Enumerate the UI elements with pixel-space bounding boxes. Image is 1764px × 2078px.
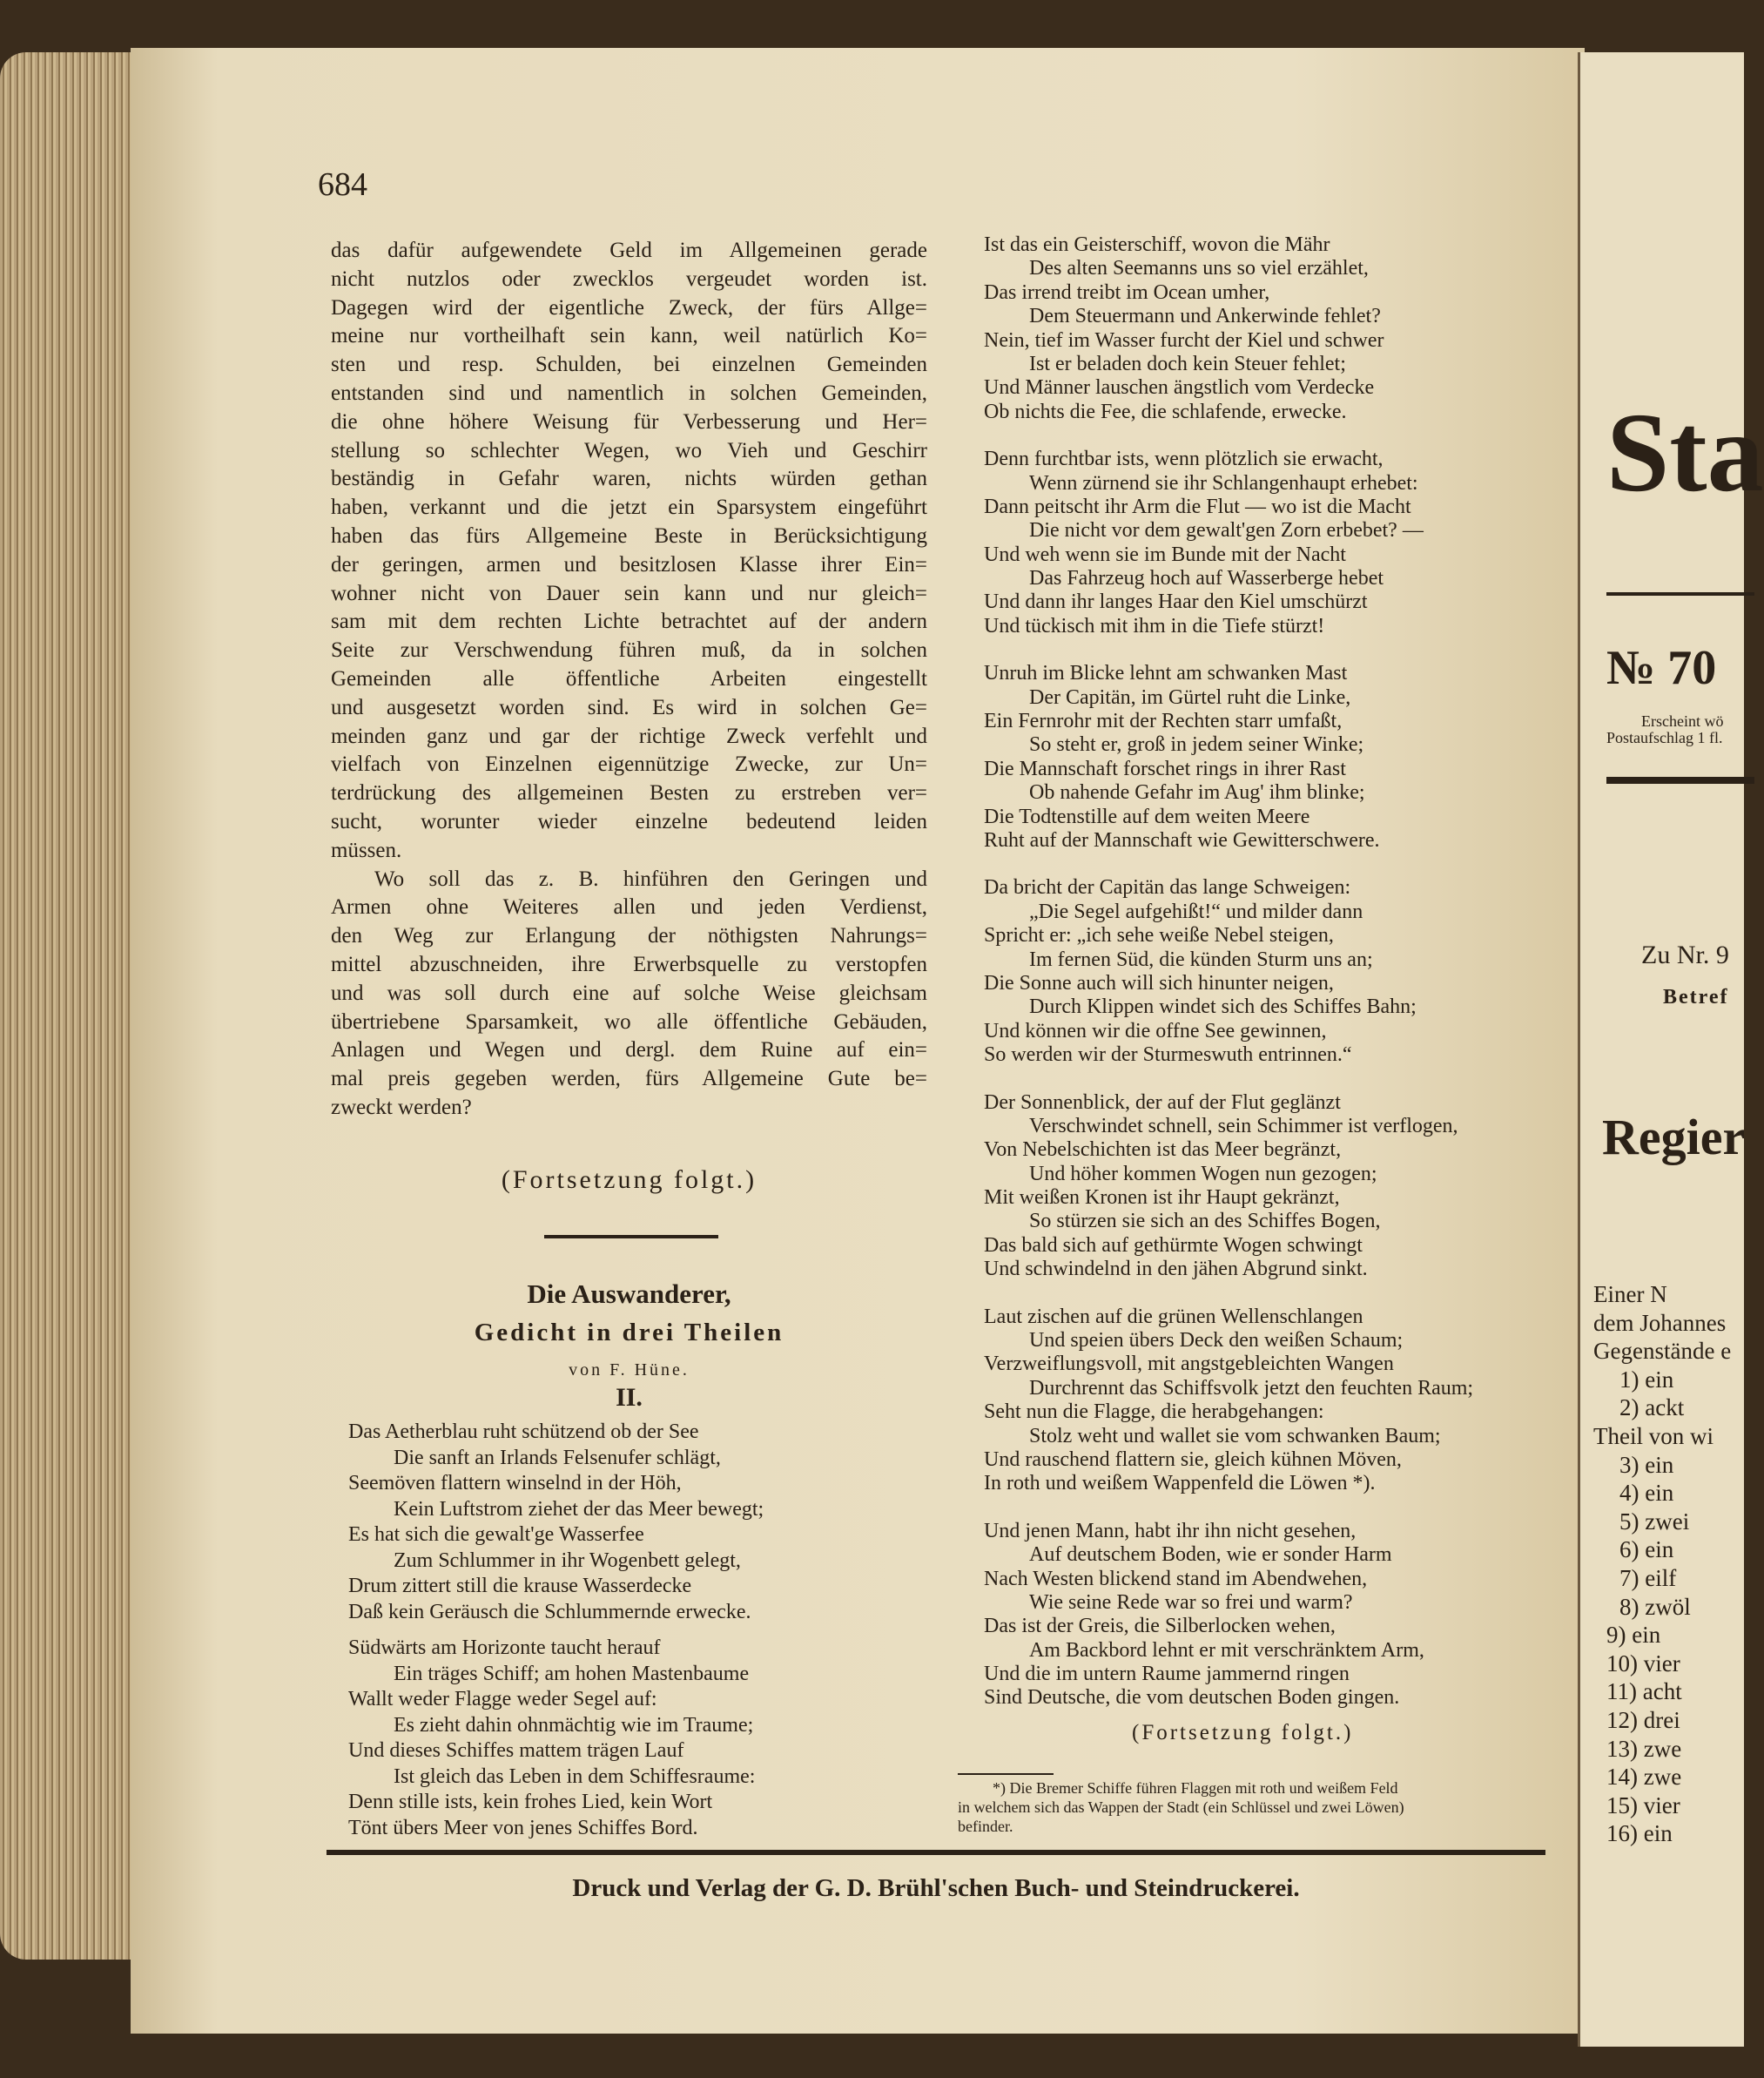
next-body-line: 4) ein — [1619, 1480, 1674, 1507]
next-body-line: 6) ein — [1619, 1536, 1674, 1563]
bottom-rule — [327, 1850, 1545, 1855]
left-poem — [348, 1420, 940, 1852]
verse-line: Und tückisch mit ihm in die Tiefe stürzt! — [984, 614, 1325, 638]
poem-subtitle: Gedicht in drei Theilen — [474, 1319, 784, 1346]
prose-line: übertriebene Sparsamkeit, wo alle öffentliche Gebäuden, — [331, 1009, 927, 1034]
next-body-line: 11) acht — [1606, 1678, 1682, 1705]
next-body-line: Gegenstände e — [1593, 1338, 1732, 1365]
footnote-divider — [958, 1773, 1054, 1775]
next-body-line: 12) drei — [1606, 1706, 1680, 1733]
verse-line: Mit weißen Kronen ist ihr Haupt gekränzt, — [984, 1186, 1340, 1210]
verse-line: Das irrend treibt im Ocean umher, — [984, 280, 1270, 304]
verse-line: Ruht auf der Mannschaft wie Gewitterschwere. — [984, 828, 1380, 852]
prose-line: Dagegen wird der eigentliche Zweck, der fürs Allge= — [331, 295, 927, 320]
verse-line: Die Sonne auch will sich hinunter neigen, — [984, 971, 1334, 995]
next-body-line: 16) ein — [1606, 1820, 1673, 1847]
verse-line: Unruh im Blicke lehnt am schwanken Mast — [984, 662, 1348, 685]
next-body-line: 13) zwe — [1606, 1735, 1682, 1762]
verse-line: Von Nebelschichten ist das Meer begränzt, — [984, 1138, 1342, 1162]
verse-line: Tönt übers Meer von jenes Schiffes Bord. — [348, 1816, 698, 1839]
next-body-line: 14) zwe — [1606, 1764, 1682, 1791]
prose-line: meine nur vortheilhaft sein kann, weil natürlich Ko= — [331, 324, 927, 348]
prose-line: und was soll durch eine auf solche Weise gleichsam — [331, 981, 927, 1005]
prose-line: wohner nicht von Dauer sein kann und nur gleich= — [331, 581, 927, 605]
verse-line: Und können wir die offne See gewinnen, — [984, 1019, 1327, 1042]
next-body-line: 2) ackt — [1619, 1394, 1685, 1421]
stanza — [984, 662, 1559, 853]
verse-line: Dann peitscht ihr Arm die Flut — wo ist die Macht — [984, 495, 1411, 518]
prose-line: Seite zur Verschwendung führen muß, da in solchen — [331, 638, 927, 663]
verse-line: Sind Deutsche, die vom deutschen Boden gingen. — [984, 1686, 1400, 1710]
next-body-line: 7) eilf — [1619, 1564, 1677, 1591]
verse-line: So stürzen sie sich an des Schiffes Bogen, — [1029, 1210, 1381, 1233]
prose-line: Armen ohne Weiteres allen und jeden Verdienst, — [331, 895, 927, 920]
verse-line: Wallt weder Flagge weder Segel auf: — [348, 1688, 657, 1710]
verse-line: Und speien übers Deck den weißen Schaum; — [1029, 1329, 1404, 1353]
verse-line: Im fernen Süd, die künden Sturm uns an; — [1029, 948, 1373, 971]
verse-line: Die nicht vor dem gewalt'gen Zorn erbebet? — — [1029, 519, 1424, 543]
prose-line: Wo soll das z. B. hinführen den Geringen und — [374, 867, 927, 891]
prose-line: haben das fürs Allgemeine Beste in Berücksichtigung — [331, 523, 927, 548]
poem-part: II. — [616, 1383, 643, 1412]
prose-line: zweckt werden? — [331, 1095, 472, 1119]
footnote — [958, 1778, 1559, 1836]
prose-line: sten und resp. Schulden, bei einzelnen Gemeinden — [331, 353, 927, 377]
verse-line: Ist gleich das Leben in dem Schiffesraume: — [394, 1764, 756, 1788]
prose-line: die ohne höhere Weisung für Verbesserung und Her= — [331, 409, 927, 434]
verse-line: Die sanft an Irlands Felsenufer schlägt, — [394, 1446, 721, 1469]
verse-line: Der Capitän, im Gürtel ruht die Linke, — [1029, 685, 1351, 709]
verse-line: Und rauschend flattern sie, gleich kühnen Möven, — [984, 1447, 1402, 1471]
footnote-line: *) Die Bremer Schiffe führen Flaggen mit roth und weißem Feld — [993, 1779, 1398, 1797]
verse-line: Zum Schlummer in ihr Wogenbett gelegt, — [394, 1548, 741, 1572]
verse-line: In roth und weißem Wappenfeld die Löwen *). — [984, 1472, 1376, 1495]
verse-line: Seht nun die Flagge, die herabgehangen: — [984, 1400, 1324, 1424]
verse-line: Ist er beladen doch kein Steuer fehlet; — [1029, 352, 1346, 375]
footnote-line: befinder. — [958, 1818, 1013, 1835]
verse-line: Südwärts am Horizonte taucht herauf — [348, 1636, 661, 1659]
left-prose-column — [331, 237, 927, 1123]
verse-line: Am Backbord lehnt er mit verschränktem Arm, — [1029, 1638, 1424, 1662]
next-masthead: Sta — [1606, 390, 1764, 516]
stanza — [984, 1305, 1559, 1496]
prose-line: haben, verkannt und die jetzt ein Sparsystem eingeführt — [331, 496, 927, 520]
next-body-line: Einer N — [1593, 1281, 1667, 1307]
verse-line: Durchrennt das Schiffsvolk jetzt den feuchten Raum; — [1029, 1376, 1474, 1400]
verse-line: Wie seine Rede war so frei und warm? — [1029, 1590, 1353, 1614]
section-divider — [544, 1235, 718, 1238]
next-body-line: dem Johannes — [1593, 1309, 1727, 1336]
verse-line: Die Mannschaft forschet rings in ihrer Rast — [984, 757, 1346, 780]
verse-line: Das Aetherblau ruht schützend ob der See — [348, 1420, 699, 1443]
next-ref2: Betref — [1663, 986, 1729, 1009]
continued-notice-right: (Fortsetzung folgt.) — [1132, 1721, 1354, 1744]
verse-line: „Die Segel aufgehißt!“ und milder dann — [1029, 900, 1363, 923]
verse-line: Auf deutschem Boden, wie er sonder Harm — [1029, 1543, 1392, 1567]
verse-line: Und dann ihr langes Haar den Kiel umschürzt — [984, 590, 1368, 614]
verse-line: Dem Steuermann und Ankerwinde fehlet? — [1029, 305, 1381, 328]
verse-line: Und höher kommen Wogen nun gezogen; — [1029, 1162, 1377, 1185]
verse-line: Es hat sich die gewalt'ge Wasserfee — [348, 1523, 644, 1546]
next-body-line: 3) ein — [1619, 1451, 1674, 1478]
prose-line: sucht, worunter wieder einzelne bedeutend leiden — [331, 809, 927, 833]
verse-line: Ob nichts die Fee, die schlafende, erwecke. — [984, 400, 1347, 423]
continued-notice-left: (Fortsetzung folgt.) — [501, 1165, 757, 1194]
verse-line: Spricht er: „ich sehe weiße Nebel steigen, — [984, 924, 1334, 948]
prose-line: Gemeinden alle öffentliche Arbeiten eingestellt — [331, 666, 927, 691]
verse-line: Verschwindet schnell, sein Schimmer ist verflogen, — [1029, 1114, 1458, 1137]
verse-line: Nein, tief im Wasser furcht der Kiel und schwer — [984, 328, 1384, 352]
verse-line: Des alten Seemanns uns so viel erzählet, — [1029, 257, 1369, 280]
next-body-line: 1) ein — [1619, 1366, 1674, 1393]
stanza — [984, 233, 1559, 424]
next-body-line: Theil von wi — [1593, 1422, 1714, 1449]
verse-line: Und dieses Schiffes mattem trägen Lauf — [348, 1739, 684, 1762]
prose-line: und ausgesetzt worden sind. Es wird in solchen Ge= — [331, 695, 927, 719]
verse-line: Da bricht der Capitän das lange Schweigen: — [984, 876, 1351, 900]
verse-line: Verzweiflungsvoll, mit angstgebleichten Wangen — [984, 1353, 1394, 1376]
next-line2: Postaufschlag 1 fl. — [1606, 729, 1723, 746]
verse-line: Das ist der Greis, die Silberlocken wehen, — [984, 1615, 1336, 1638]
prose-line: sam mit dem rechten Lichte betrachtet auf der andern — [331, 610, 927, 634]
next-page-partial — [1578, 52, 1764, 2047]
verse-line: Und jenen Mann, habt ihr ihn nicht gesehen, — [984, 1519, 1357, 1542]
prose-line: das dafür aufgewendete Geld im Allgemeinen gerade — [331, 239, 927, 262]
next-body-line: 8) zwöl — [1619, 1593, 1691, 1620]
verse-line: Durch Klippen windet sich des Schiffes Bahn; — [1029, 995, 1417, 1019]
next-body-line: 5) zwei — [1619, 1508, 1690, 1535]
verse-line: Und schwindelnd in den jähen Abgrund sinkt. — [984, 1258, 1368, 1281]
verse-line: So werden wir der Sturmeswuth entrinnen.“ — [984, 1043, 1352, 1067]
verse-line: Ein Fernrohr mit der Rechten starr umfaßt, — [984, 710, 1343, 733]
stanza — [984, 1520, 1559, 1710]
prose-line: vielfach von Einzelnen eigennützige Zwecke, zur Un= — [331, 752, 927, 777]
stanza — [984, 448, 1559, 638]
verse-line: So steht er, groß in jedem seiner Winke; — [1029, 733, 1364, 757]
verse-line: Der Sonnenblick, der auf der Flut geglänzt — [984, 1090, 1341, 1114]
prose-line: mittel abzuschneiden, ihre Erwerbsquelle zu verstopfen — [331, 952, 927, 976]
verse-line: Laut zischen auf die grünen Wellenschlangen — [984, 1305, 1363, 1328]
verse-line: Das bald sich auf gethürmte Wogen schwingt — [984, 1233, 1363, 1257]
next-heading: Regier — [1602, 1109, 1746, 1165]
prose-line: Anlagen und Wegen und dergl. dem Ruine auf ein= — [331, 1038, 927, 1063]
prose-line: der geringen, armen und besitzlosen Klasse ihrer Ein= — [331, 552, 927, 577]
page-number: 684 — [318, 166, 367, 203]
verse-line: Und weh wenn sie im Bunde mit der Nacht — [984, 543, 1346, 566]
poem-author: von F. Hüne. — [569, 1360, 690, 1380]
verse-line: Ein träges Schiff; am hohen Mastenbaume — [394, 1662, 750, 1685]
poem-title: Die Auswanderer, — [527, 1279, 731, 1309]
next-body-line: 15) vier — [1606, 1791, 1680, 1818]
prose-line: nicht nutzlos oder zwecklos vergeudet worden ist. — [331, 266, 927, 291]
prose-line: terdrückung des allgemeinen Besten zu erstreben ver= — [331, 781, 927, 806]
verse-line: Stolz weht und wallet sie vom schwanken Baum; — [1029, 1424, 1441, 1447]
verse-line: Nach Westen blickend stand im Abendwehen, — [984, 1567, 1368, 1590]
next-body — [1593, 1280, 1731, 1848]
imprint: Druck und Verlag der G. D. Brühl'schen Buch- und Steindruckerei. — [572, 1874, 1300, 1902]
prose-line: meinden ganz und gar der richtige Zweck verfehlt und — [331, 724, 927, 748]
stanza — [348, 1636, 940, 1841]
stanza — [984, 1091, 1559, 1282]
verse-line: Ob nahende Gefahr im Aug' ihm blinke; — [1029, 781, 1365, 805]
verse-line: Wenn zürnend sie ihr Schlangenhaupt erhebet: — [1029, 471, 1418, 495]
prose-line: stellung so schlechter Wegen, wo Vieh und Geschirr — [331, 438, 927, 462]
prose-line: entstanden sind und namentlich in solchen Gemeinden, — [331, 381, 927, 405]
prose-line: müssen. — [331, 838, 402, 862]
right-poem — [984, 233, 1559, 1734]
prose-line: beständig in Gefahr waren, nichts würden gethan — [331, 467, 927, 491]
stanza — [348, 1420, 940, 1625]
verse-line: Daß kein Geräusch die Schlummernde erwecke. — [348, 1600, 751, 1623]
verse-line: Und Männer lauschen ängstlich vom Verdecke — [984, 376, 1375, 400]
verse-line: Die Todtenstille auf dem weiten Meere — [984, 805, 1310, 828]
next-ref1: Zu Nr. 9 — [1641, 941, 1729, 969]
masthead-rule — [1606, 592, 1754, 596]
verse-line: Und die im untern Raume jammernd ringen — [984, 1663, 1350, 1686]
verse-line: Das Fahrzeug hoch auf Wasserberge hebet — [1029, 567, 1384, 590]
prose-line: mal preis gegeben werden, fürs Allgemeine Gute be= — [331, 1067, 927, 1091]
next-body-line: 10) vier — [1606, 1650, 1680, 1677]
stanza — [984, 876, 1559, 1067]
verse-line: Drum zittert still die krause Wasserdecke — [348, 1575, 692, 1597]
next-body-line: 9) ein — [1606, 1622, 1661, 1649]
verse-line: Denn stille ists, kein frohes Lied, kein Wort — [348, 1791, 713, 1813]
prose-line: den Weg zur Erlangung der nöthigsten Nahrungs= — [331, 924, 927, 948]
verse-line: Denn furchtbar ists, wenn plötzlich sie erwacht, — [984, 448, 1384, 471]
header-rule — [1606, 777, 1754, 784]
next-line1: Erscheint wö — [1641, 712, 1724, 730]
verse-line: Ist das ein Geisterschiff, wovon die Mähr — [984, 233, 1330, 256]
verse-line: Es zieht dahin ohnmächtig wie im Traume; — [394, 1713, 754, 1737]
footnote-line: in welchem sich das Wappen der Stadt (ein Schlüssel und zwei Löwen) — [958, 1798, 1404, 1816]
verse-line: Kein Luftstrom ziehet der das Meer bewegt; — [394, 1497, 764, 1521]
verse-line: Seemöven flattern winselnd in der Höh, — [348, 1472, 682, 1494]
issue-number: № 70 — [1606, 641, 1717, 695]
